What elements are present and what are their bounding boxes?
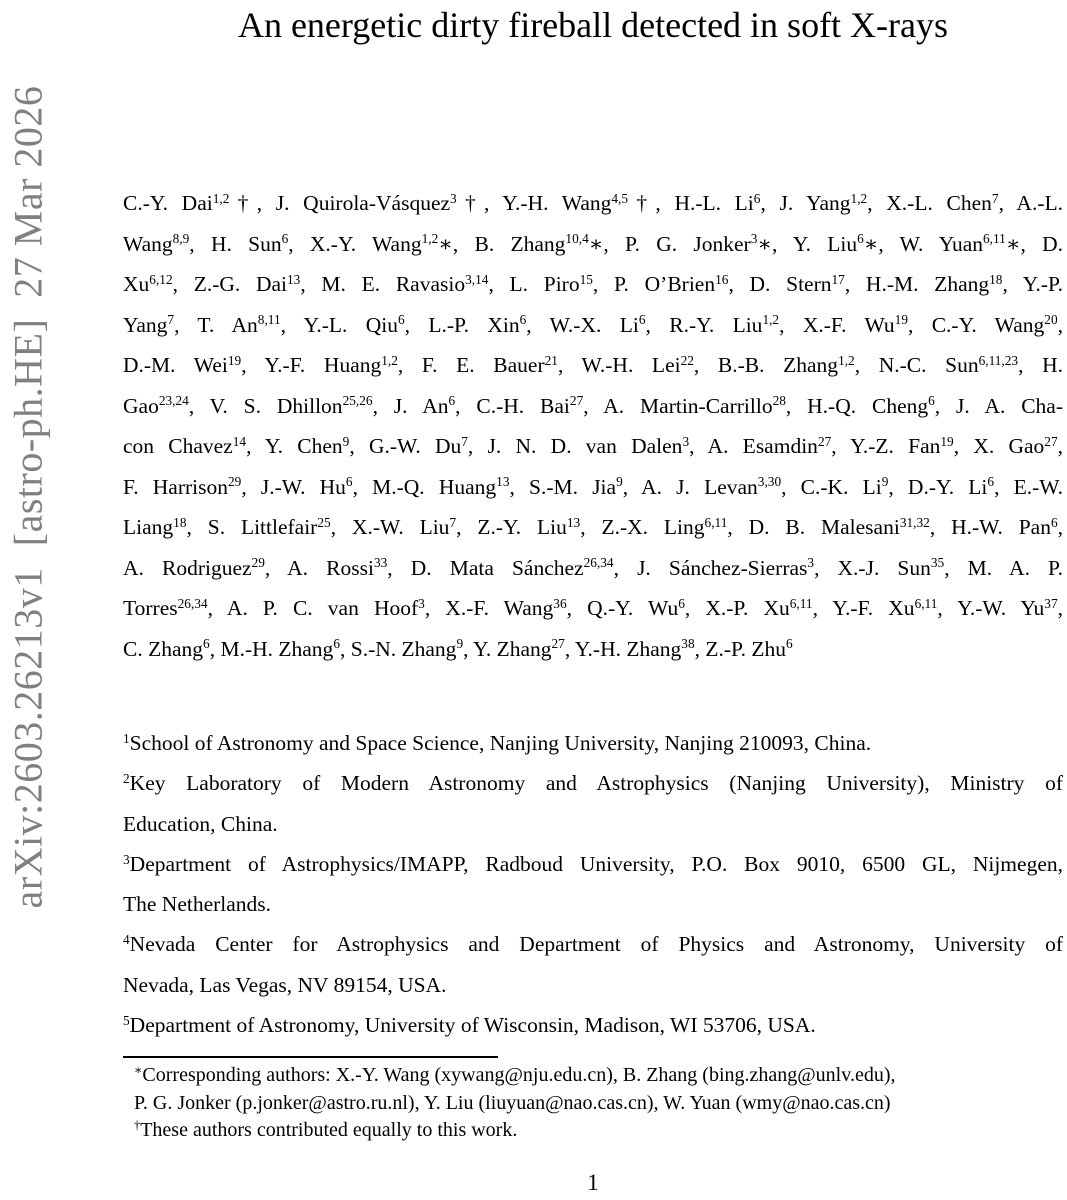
- sup-ref: 18: [173, 514, 187, 530]
- sup-ref: 3: [450, 190, 457, 206]
- affiliation-line: The Netherlands.: [123, 892, 272, 917]
- sup-ref: 6: [448, 393, 456, 409]
- sup-ref: 7: [991, 190, 999, 206]
- sup-ref: 7: [461, 433, 468, 449]
- affiliation-line: $^1$School of Astronomy and Space Science, Nanjing University, Nanjing 210093, China.: [123, 730, 872, 755]
- sup-ref: 29: [251, 555, 265, 571]
- sup-ref: 35: [930, 555, 945, 571]
- sup-ref: 9: [881, 474, 889, 490]
- sup-ref: 23,24: [158, 393, 189, 409]
- sup-ref: 3: [750, 231, 758, 247]
- sup-ref: 5: [123, 1012, 130, 1028]
- footnote-line: P. G. Jonker (p.jonker@astro.ru.nl), Y. Liu (liuyuan@nao.cas.cn), W. Yuan (wmy@nao.cas.cn): [134, 1091, 891, 1114]
- sup-ref: 7: [167, 312, 175, 328]
- sup-ref: 6: [678, 595, 685, 611]
- sup-ref: 8,11: [257, 312, 281, 328]
- sup-ref: 37: [1044, 595, 1058, 611]
- sup-ref: 9: [616, 474, 623, 490]
- sup-ref: 6: [785, 636, 793, 652]
- author-line: C. Zhang$^6$, M.-H. Zhang$^6$, S.-N. Zhang$^9$, Y. Zhang$^{27}$, Y.-H. Zhang$^{38}$, Z.-P. Zhu$^6$: [123, 636, 793, 661]
- arxiv-watermark: arXiv:2603.26213v1 [astro-ph.HE] 27 Mar 2026: [5, 85, 51, 909]
- sup-ref: 26,34: [583, 555, 614, 571]
- sup-ref: 3,30: [757, 474, 782, 490]
- author-line: C.-Y. Dai$^{1,2}$†, J. Quirola-Vásquez$^3$†, Y.-H. Wang$^{4,5}$†, H.-L. Li$^6$, J. Yang$^{1,2}$, X.-L. Chen$^7$, A.-L.: [123, 190, 1063, 215]
- sup-ref: 19: [940, 433, 954, 449]
- sup-ref: 17: [831, 271, 845, 287]
- sup-ref: 1,2: [762, 312, 780, 328]
- sup-ref: 6: [638, 312, 646, 328]
- sup-ref: 6,11,23: [978, 352, 1019, 368]
- sup-ref: 20: [1044, 312, 1058, 328]
- sup-ref: 25: [317, 514, 331, 530]
- author-line: Yang$^7$, T. An$^{8,11}$, Y.-L. Qiu$^6$, L.-P. Xin$^6$, W.-X. Li$^6$, R.-Y. Liu$^{1,2}$, X.-F. Wu$^{19}$, C.-Y. Wang$^{20}$,: [123, 312, 1063, 337]
- sup-ref: 25,26: [342, 393, 373, 409]
- sup-ref: 29: [228, 474, 242, 490]
- author-line: con Chavez$^{14}$, Y. Chen$^9$, G.-W. Du$^7$, J. N. D. van Dalen$^3$, A. Esamdin$^{27}$, Y.-Z. Fan$^{19}$, X. Gao$^{27}$,: [123, 433, 1063, 458]
- affiliation-block: [123, 723, 1063, 1045]
- author-line: Wang$^{8,9}$, H. Sun$^6$, X.-Y. Wang$^{1,2}$∗, B. Zhang$^{10,4}$∗, P. G. Jonker$^3$∗, Y. Liu$^6$∗, W. Yuan$^{6,11}$∗, D.: [123, 231, 1064, 256]
- paper-title: An energetic dirty fireball detected in soft X-rays: [237, 5, 949, 45]
- affiliation-line: $^2$Key Laboratory of Modern Astronomy and Astrophysics (Nanjing University), Ministry of: [123, 770, 1063, 796]
- sup-ref: 4: [123, 932, 130, 948]
- sup-ref: †: [134, 1118, 141, 1133]
- sup-ref: 18: [989, 271, 1003, 287]
- sup-ref: 38: [681, 636, 695, 652]
- sup-ref: 6,11: [789, 595, 813, 611]
- sup-ref: 26,34: [177, 595, 208, 611]
- sup-ref: 36: [553, 595, 567, 611]
- affiliation-line: Nevada, Las Vegas, NV 89154, USA.: [123, 972, 447, 997]
- sup-ref: 6: [1050, 514, 1058, 530]
- sup-ref: 13: [287, 271, 301, 287]
- sup-ref: 6,11: [914, 595, 938, 611]
- sup-ref: 14: [232, 433, 247, 449]
- affiliation-line: $^3$Department of Astrophysics/IMAPP, Radboud University, P.O. Box 9010, 6500 GL, Nijmegen,: [123, 851, 1063, 876]
- sup-ref: 19: [227, 352, 242, 368]
- sup-ref: 27: [817, 433, 832, 449]
- sup-ref: 3: [682, 433, 690, 449]
- sup-ref: 1,2: [212, 190, 230, 206]
- footnote-rule: [123, 1056, 498, 1058]
- sup-ref: 6: [857, 231, 864, 247]
- sup-ref: 8,9: [172, 231, 190, 247]
- sup-ref: 4,5: [611, 190, 629, 206]
- sup-ref: 6: [281, 231, 289, 247]
- sup-ref: 19: [894, 312, 908, 328]
- sup-ref: 1,2: [421, 231, 439, 247]
- sup-ref: 28: [772, 393, 786, 409]
- sup-ref: 16: [715, 271, 729, 287]
- author-line: D.-M. Wei$^{19}$, Y.-F. Huang$^{1,2}$, F. E. Bauer$^{21}$, W.-H. Lei$^{22}$, B.-B. Zhang$^{1,2}$, N.-C. Sun$^{6,11,23}$, H.: [123, 352, 1063, 377]
- sup-ref: 27: [551, 636, 565, 652]
- sup-ref: 6,12: [149, 271, 173, 287]
- footnote-block: [123, 1062, 1063, 1145]
- page-number: 1: [587, 1170, 599, 1195]
- sup-ref: 33: [373, 555, 388, 571]
- sup-ref: 13: [566, 514, 581, 530]
- sup-ref: 2: [123, 770, 130, 786]
- sup-ref: 9: [456, 636, 464, 652]
- sup-ref: 10,4: [565, 231, 589, 247]
- sup-ref: 6: [333, 636, 340, 652]
- footnote-line: †These authors contributed equally to this work.: [134, 1118, 518, 1141]
- author-line: Liang$^{18}$, S. Littlefair$^{25}$, X.-W. Liu$^7$, Z.-Y. Liu$^{13}$, Z.-X. Ling$^{6,11}$, D. B. Malesani$^{31,32}$, H.-W. Pan$^6$,: [123, 514, 1063, 539]
- sup-ref: 6,11: [983, 231, 1006, 247]
- sup-ref: 1,2: [381, 352, 398, 368]
- sup-ref: 3: [123, 851, 130, 867]
- sup-ref: 6: [519, 312, 527, 328]
- sup-ref: 22: [680, 352, 694, 368]
- sup-ref: 27: [569, 393, 584, 409]
- author-line: A. Rodriguez$^{29}$, A. Rossi$^{33}$, D. Mata Sánchez$^{26,34}$, J. Sánchez-Sierras$^3$, X.-J. Sun$^{35}$, M. A. P.: [123, 555, 1063, 580]
- affiliation-line: Education, China.: [123, 811, 278, 836]
- sup-ref: 6: [397, 312, 405, 328]
- affiliation-line: $^5$Department of Astronomy, University of Wisconsin, Madison, WI 53706, USA.: [123, 1012, 816, 1038]
- sup-ref: ∗: [134, 1063, 143, 1078]
- sup-ref: 6,11: [704, 514, 728, 530]
- sup-ref: 6: [928, 393, 935, 409]
- author-line: Xu$^{6,12}$, Z.-G. Dai$^{13}$, M. E. Ravasio$^{3,14}$, L. Piro$^{15}$, P. O’Brien$^{16}$, D. Stern$^{17}$, H.-M. Zhang$^{18}$, Y.-P.: [123, 271, 1063, 296]
- sup-ref: 15: [579, 271, 593, 287]
- sup-ref: 21: [544, 352, 558, 368]
- sup-ref: 1,2: [838, 352, 855, 368]
- sup-ref: 6: [987, 474, 995, 490]
- sup-ref: 3,14: [465, 271, 489, 287]
- affiliation-line: $^4$Nevada Center for Astrophysics and Department of Physics and Astronomy, University of: [123, 932, 1063, 957]
- sup-ref: 1: [123, 730, 130, 746]
- author-line: F. Harrison$^{29}$, J.-W. Hu$^6$, M.-Q. Huang$^{13}$, S.-M. Jia$^9$, A. J. Levan$^{3,30}$, C.-K. Li$^9$, D.-Y. Li$^6$, E.-W.: [123, 474, 1063, 499]
- sup-ref: 6: [345, 474, 353, 490]
- author-line: Gao$^{23,24}$, V. S. Dhillon$^{25,26}$, J. An$^6$, C.-H. Bai$^{27}$, A. Martin-Carrillo$^{28}$, H.-Q. Cheng$^6$, J. A. Cha-: [123, 393, 1063, 418]
- footnote-line: ∗Corresponding authors: X.-Y. Wang (xywang@nju.edu.cn), B. Zhang (bing.zhang@unlv.edu),: [134, 1063, 896, 1086]
- sup-ref: 27: [1044, 433, 1058, 449]
- sup-ref: 1,2: [850, 190, 868, 206]
- author-block: [123, 183, 1063, 669]
- sup-ref: 6: [203, 636, 210, 652]
- sup-ref: 7: [449, 514, 457, 530]
- sup-ref: 3: [418, 595, 425, 611]
- sup-ref: 13: [496, 474, 510, 490]
- sup-ref: 9: [342, 433, 350, 449]
- sup-ref: 3: [807, 555, 815, 571]
- sup-ref: 6: [753, 190, 761, 206]
- sup-ref: 31,32: [899, 514, 930, 530]
- author-line: Torres$^{26,34}$, A. P. C. van Hoof$^3$, X.-F. Wang$^{36}$, Q.-Y. Wu$^6$, X.-P. Xu$^{6,11}$, Y.-F. Xu$^{6,11}$, Y.-W. Yu$^{37}$,: [123, 595, 1063, 620]
